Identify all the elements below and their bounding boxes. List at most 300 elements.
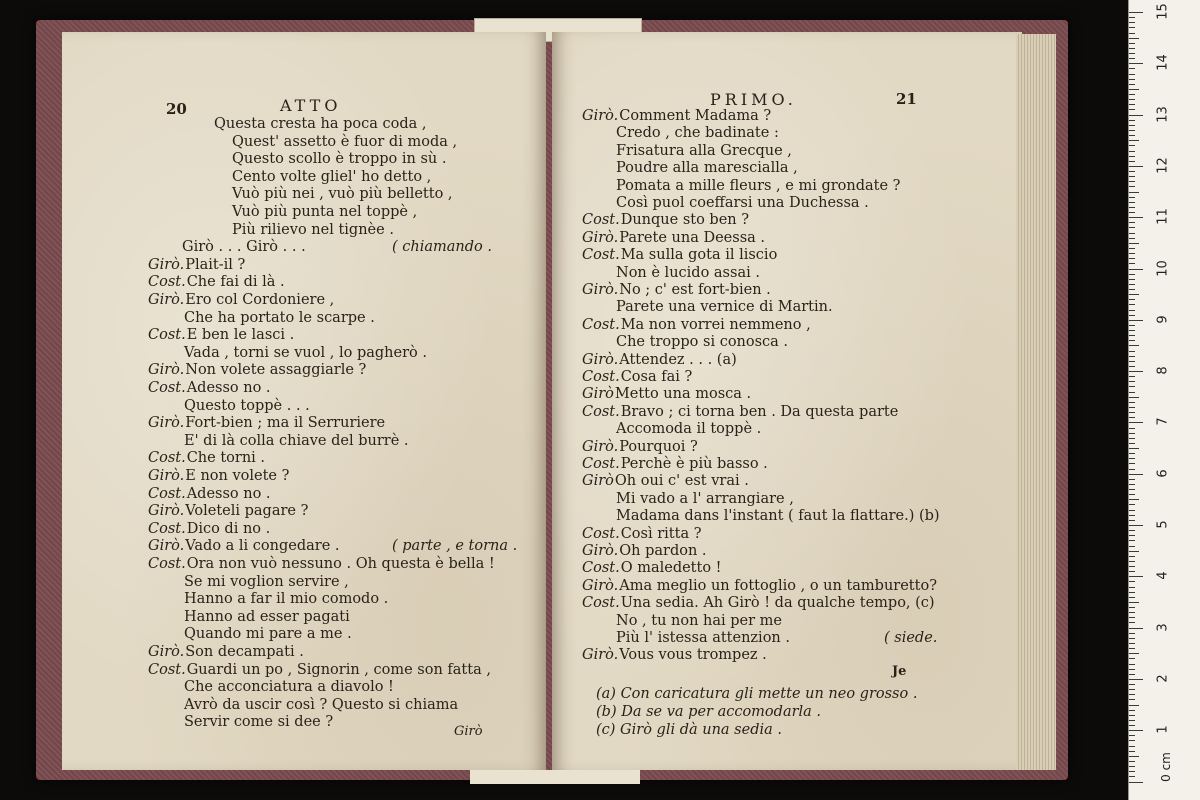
right-page — [552, 32, 1022, 770]
ruler-tick — [1129, 607, 1135, 608]
text-line — [582, 212, 749, 229]
ruler-number: 14 — [1155, 54, 1171, 72]
ruler-tick — [1129, 776, 1135, 777]
line-text: E ben le lasci . — [186, 327, 295, 344]
text-line — [582, 108, 771, 125]
line-text: Hanno ad esser pagati — [184, 608, 350, 625]
ruler-tick — [1129, 192, 1139, 193]
ruler-tick — [1129, 587, 1135, 588]
text-line — [148, 292, 334, 309]
ruler-tick — [1129, 361, 1135, 362]
speaker-label: Cost. — [148, 274, 186, 291]
text-line — [616, 299, 833, 316]
speaker-label: Girò. — [582, 229, 619, 246]
footnote: (c) Girò gli dà una sedia . — [596, 722, 782, 738]
text-line — [184, 398, 310, 415]
ruler-tick — [1129, 330, 1135, 331]
ruler-tick — [1129, 212, 1135, 213]
ruler-tick — [1129, 412, 1135, 413]
ruler-tick — [1129, 33, 1135, 34]
line-text: Questo toppè . . . — [184, 397, 310, 414]
ruler-number: 12 — [1155, 157, 1171, 174]
ruler-tick — [1129, 104, 1135, 105]
left-running-head: ATTO — [280, 96, 342, 115]
line-text: Quando mi pare a me . — [184, 626, 352, 643]
ruler-tick — [1129, 679, 1143, 680]
line-text: Vuò più punta nel toppè , — [232, 204, 418, 220]
ruler-tick — [1129, 207, 1135, 208]
ruler-number: 5 — [1155, 520, 1171, 529]
speaker-label: Cost. — [148, 556, 186, 572]
ruler-tick — [1129, 725, 1135, 726]
ruler-tick — [1129, 740, 1135, 741]
right-page-number: 21 — [896, 90, 917, 108]
ruler-tick — [1129, 89, 1139, 90]
stage-direction: ( chiamando . — [392, 239, 492, 256]
line-text: Ma non vorrei nemmeno , — [620, 316, 811, 333]
speaker-label: Girò. — [148, 644, 185, 660]
ruler-tick — [1129, 699, 1135, 700]
ruler-tick — [1129, 243, 1139, 244]
line-text: Poudre alla marescialla , — [616, 160, 798, 177]
line-text: Ora non vuò nessuno . Oh questa è bella ! — [186, 556, 495, 572]
line-text: Frisatura alla Grecque , — [616, 142, 792, 159]
ruler-number: 4 — [1155, 571, 1171, 580]
line-text: Ma sulla gota il liscio — [620, 247, 778, 264]
ruler-tick — [1129, 612, 1135, 613]
text-line — [582, 282, 771, 299]
ruler-tick — [1129, 422, 1143, 423]
text-line — [148, 450, 265, 467]
text-line — [582, 595, 935, 612]
line-text: O maledetto ! — [620, 560, 722, 577]
ruler-tick — [1129, 417, 1135, 418]
line-text: Oh pardon . — [619, 543, 707, 559]
text-line — [616, 630, 790, 647]
ruler-tick — [1129, 433, 1135, 434]
ruler-tick — [1129, 597, 1135, 598]
line-text: Vada , torni se vuol , lo pagherò . — [184, 344, 427, 361]
ruler-tick — [1129, 469, 1135, 470]
speaker-label: Girò. — [148, 415, 185, 432]
line-text: Accomoda il toppè . — [616, 421, 762, 438]
ruler-tick — [1129, 705, 1139, 706]
ruler-tick — [1129, 320, 1143, 321]
ruler-tick — [1129, 109, 1135, 110]
ruler-tick — [1129, 38, 1139, 39]
speaker-label: Cost. — [582, 369, 620, 385]
line-text: Se mi voglion servire , — [184, 573, 349, 590]
line-text: Che torni . — [186, 450, 266, 467]
speaker-label: Cost. — [582, 595, 620, 612]
ruler-tick — [1129, 638, 1135, 639]
text-line — [582, 404, 898, 421]
ruler-tick — [1129, 135, 1135, 136]
ruler-tick — [1129, 546, 1135, 547]
ruler-tick — [1129, 366, 1135, 367]
ruler-number: 7 — [1155, 417, 1171, 427]
ruler-tick — [1129, 99, 1135, 100]
ruler-tick — [1129, 710, 1135, 711]
ruler-tick — [1129, 27, 1135, 28]
ruler-tick — [1129, 515, 1135, 516]
ruler-tick — [1129, 510, 1135, 511]
line-text: No ; c' est fort-bien . — [619, 282, 771, 298]
ruler-tick — [1129, 658, 1135, 659]
speaker-label: Cost. — [148, 661, 186, 678]
line-text: Bravo ; ci torna ben . Da questa parte — [620, 403, 899, 420]
ruler-tick — [1129, 730, 1143, 731]
ruler-tick — [1129, 84, 1135, 85]
ruler-tick — [1129, 766, 1135, 767]
ruler-tick — [1129, 68, 1135, 69]
text-line — [148, 662, 491, 679]
speaker-label: Cost. — [582, 456, 620, 472]
text-line — [148, 327, 294, 344]
text-line — [616, 125, 779, 142]
line-text: Parete una vernice di Martin. — [616, 299, 833, 316]
ruler-tick — [1129, 484, 1135, 485]
ruler-tick — [1129, 448, 1139, 449]
speaker-label: Girò. — [582, 577, 619, 594]
ruler-tick — [1129, 345, 1139, 346]
speaker-label: Girò. — [582, 543, 619, 559]
ruler-number: 3 — [1155, 622, 1171, 632]
line-text: Hanno a far il mio comodo . — [184, 591, 389, 608]
line-text: Non è lucido assai . — [616, 264, 760, 281]
ruler-tick — [1129, 289, 1135, 290]
line-text: Una sedia. Ah Girò ! da qualche tempo, (c) — [620, 595, 935, 612]
stage-direction: ( siede. — [884, 630, 938, 646]
text-line — [184, 609, 350, 626]
ruler-tick — [1129, 633, 1135, 634]
text-line — [616, 421, 761, 438]
ruler-tick — [1129, 504, 1135, 505]
text-line — [582, 230, 765, 247]
ruler-tick — [1129, 53, 1135, 54]
line-text: Attendez . . . (a) — [619, 351, 737, 368]
line-text: Cosa fai ? — [620, 369, 693, 385]
ruler-tick — [1129, 222, 1135, 223]
ruler-tick — [1129, 458, 1135, 459]
ruler-tick — [1129, 592, 1135, 593]
ruler-tick — [1129, 494, 1135, 495]
text-line — [148, 468, 289, 485]
ruler-tick — [1129, 453, 1135, 454]
ruler-tick — [1129, 771, 1135, 772]
line-text: Metto una mosca . — [614, 386, 752, 403]
ruler-tick — [1129, 428, 1135, 429]
text-line — [232, 151, 446, 168]
ruler-tick — [1129, 202, 1135, 203]
ruler-tick — [1129, 479, 1135, 480]
speaker-label: Girò. — [582, 282, 619, 298]
ruler-tick — [1129, 761, 1135, 762]
ruler-tick — [1129, 43, 1135, 44]
text-line — [184, 574, 349, 591]
speaker-label: Cost. — [148, 520, 186, 537]
line-text: Comment Madama ? — [619, 108, 772, 124]
text-line — [214, 116, 426, 133]
ruler-tick — [1129, 161, 1135, 162]
ruler-tick — [1129, 386, 1135, 387]
ruler-tick — [1129, 253, 1135, 254]
line-text: Oh oui c' est vrai . — [614, 473, 749, 490]
text-line — [148, 257, 245, 274]
ruler-tick — [1129, 566, 1135, 567]
line-text: Vado a li congedare . — [185, 538, 340, 555]
text-line — [582, 560, 722, 577]
ruler-tick — [1129, 22, 1135, 23]
line-text: Così puol coeffarsi una Duchessa . — [616, 195, 869, 211]
ruler-tick — [1129, 125, 1135, 126]
ruler-tick — [1129, 653, 1139, 654]
ruler-tick — [1129, 166, 1143, 167]
ruler-tick — [1129, 617, 1135, 618]
ruler-tick — [1129, 376, 1135, 377]
speaker-label: Cost. — [148, 485, 186, 502]
speaker-label: Girò. — [148, 292, 185, 308]
text-line — [616, 491, 794, 508]
ruler-number: 8 — [1155, 366, 1171, 375]
ruler-tick — [1129, 310, 1135, 311]
ruler-tick — [1129, 238, 1135, 239]
line-text: Così ritta ? — [620, 525, 702, 542]
left-catchword: Girò — [454, 724, 483, 739]
text-line — [582, 543, 707, 560]
line-text: Questo scollo è troppo in sù . — [232, 151, 447, 168]
speaker-label: Girò. — [582, 647, 619, 664]
text-line — [232, 222, 394, 239]
ruler-tick — [1129, 156, 1135, 157]
ruler-tick — [1129, 581, 1135, 582]
ruler-number: 2 — [1155, 674, 1171, 683]
measuring-ruler — [1128, 0, 1200, 800]
ruler-tick — [1129, 58, 1135, 59]
text-line — [148, 362, 366, 379]
text-line — [616, 334, 788, 351]
ruler-tick — [1129, 735, 1135, 736]
ruler-tick — [1129, 12, 1143, 13]
line-text: Ama meglio un fottoglio , o un tamburetto? — [619, 577, 937, 594]
text-line — [616, 195, 869, 212]
text-line — [148, 380, 271, 397]
ruler-tick — [1129, 351, 1135, 352]
ruler-tick — [1129, 248, 1135, 249]
ruler-tick — [1129, 294, 1139, 295]
line-text: Pourquoi ? — [619, 438, 698, 455]
ruler-number: 11 — [1155, 208, 1171, 225]
ruler-tick — [1129, 94, 1135, 95]
speaker-label: Girò. — [148, 362, 185, 379]
line-text: No , tu non hai per me — [616, 612, 782, 629]
text-line — [616, 143, 792, 160]
ruler-tick — [1129, 669, 1135, 670]
ruler-tick — [1129, 258, 1135, 259]
left-page-number: 20 — [166, 100, 187, 118]
ruler-tick — [1129, 402, 1135, 403]
page-fore-edge — [1016, 34, 1056, 770]
line-text: Vous vous trompez . — [619, 647, 767, 664]
text-line — [616, 613, 782, 630]
line-text: E' di là colla chiave del burrè . — [184, 432, 409, 449]
ruler-number: 13 — [1155, 105, 1171, 123]
ruler-tick — [1129, 397, 1139, 398]
text-line — [582, 473, 749, 490]
line-text: Girò . . . Girò . . . — [182, 239, 306, 256]
speaker-label: Girò — [582, 473, 614, 490]
ruler-tick — [1129, 371, 1143, 372]
speaker-label: Girò. — [148, 503, 185, 520]
ruler-tick — [1129, 392, 1135, 393]
line-text: Fort-bien ; ma il Serruriere — [185, 415, 386, 432]
line-text: Son decampati . — [185, 644, 304, 660]
ruler-tick — [1129, 674, 1135, 675]
ruler-tick — [1129, 551, 1139, 552]
line-text: Dico di no . — [186, 520, 271, 537]
line-text: Mi vado a l' arrangiare , — [616, 490, 794, 507]
text-line — [582, 352, 737, 369]
ruler-tick — [1129, 756, 1139, 757]
ruler-tick — [1129, 576, 1143, 577]
text-line — [616, 508, 940, 525]
ruler-tick — [1129, 643, 1135, 644]
ruler-tick — [1129, 602, 1139, 603]
ruler-tick — [1129, 648, 1135, 649]
text-line — [184, 714, 333, 731]
ruler-tick — [1129, 186, 1135, 187]
ruler-tick — [1129, 79, 1135, 80]
line-text: Che troppo si conosca . — [616, 334, 789, 351]
text-line — [184, 345, 427, 362]
ruler-tick — [1129, 530, 1135, 531]
ruler-tick — [1129, 438, 1135, 439]
ruler-tick — [1129, 381, 1135, 382]
right-running-head: PRIMO. — [710, 90, 797, 109]
ruler-number: 6 — [1155, 469, 1171, 478]
text-line — [184, 310, 375, 327]
ruler-tick — [1129, 279, 1135, 280]
text-line — [148, 538, 340, 555]
line-text: Pomata a mille fleurs , e mi grondate ? — [616, 177, 901, 194]
text-line — [148, 486, 271, 503]
ruler-tick — [1129, 407, 1135, 408]
text-line — [582, 369, 692, 386]
ruler-tick — [1129, 171, 1135, 172]
right-catchword: Je — [892, 664, 907, 679]
ruler-number: 1 — [1155, 725, 1171, 734]
speaker-label: Girò. — [582, 108, 619, 124]
line-text: Dunque sto ben ? — [620, 212, 750, 229]
ruler-tick — [1129, 217, 1143, 218]
ruler-tick — [1129, 340, 1135, 341]
text-line — [148, 503, 308, 520]
ruler-tick — [1129, 628, 1143, 629]
speaker-label: Cost. — [582, 560, 620, 577]
ruler-tick — [1129, 561, 1135, 562]
text-line — [184, 697, 458, 714]
stage-direction: ( parte , e torna . — [392, 538, 518, 555]
speaker-label: Cost. — [582, 212, 620, 229]
ruler-tick — [1129, 689, 1135, 690]
ruler-tick — [1129, 115, 1143, 116]
text-line — [616, 160, 798, 177]
ruler-tick — [1129, 571, 1135, 572]
text-line — [616, 178, 900, 195]
ruler-tick — [1129, 181, 1135, 182]
ruler-tick — [1129, 263, 1135, 264]
ruler-number: 10 — [1155, 259, 1171, 277]
speaker-label: Cost. — [582, 525, 620, 542]
ruler-tick — [1129, 694, 1135, 695]
ruler-tick — [1129, 74, 1135, 75]
ruler-number: 9 — [1155, 315, 1171, 324]
ruler-tick — [1129, 299, 1135, 300]
ruler-tick — [1129, 751, 1135, 752]
ruler-tick — [1129, 720, 1135, 721]
ruler-tick — [1129, 520, 1135, 521]
ruler-tick — [1129, 684, 1135, 685]
text-line — [148, 556, 495, 573]
line-text: Perchè è più basso . — [620, 456, 768, 472]
bottom-paper-strip — [470, 770, 640, 784]
text-line — [582, 317, 811, 334]
ruler-tick — [1129, 622, 1135, 623]
speaker-label: Cost. — [148, 327, 186, 344]
line-text: Plait-il ? — [185, 256, 246, 273]
line-text: Che fai di là . — [186, 274, 285, 291]
text-line — [182, 239, 306, 256]
ruler-tick — [1129, 17, 1135, 18]
ruler-tick — [1129, 274, 1135, 275]
text-line — [148, 415, 385, 432]
text-line — [184, 626, 352, 643]
ruler-tick — [1129, 443, 1135, 444]
ruler-number: 15 — [1155, 3, 1171, 20]
ruler-tick — [1129, 325, 1135, 326]
ruler-tick — [1129, 499, 1139, 500]
ruler-tick — [1129, 556, 1135, 557]
line-text: Parete una Deessa . — [619, 229, 765, 246]
ruler-tick — [1129, 664, 1135, 665]
ruler-tick — [1129, 120, 1135, 121]
speaker-label: Girò. — [582, 351, 619, 368]
text-line — [148, 274, 285, 291]
speaker-label: Cost. — [148, 380, 186, 396]
line-text: Più l' istessa attenzion . — [616, 630, 790, 646]
text-line — [184, 679, 394, 696]
line-text: Servir come si dee ? — [184, 714, 334, 731]
ruler-tick — [1129, 535, 1135, 536]
ruler-tick — [1129, 715, 1135, 716]
ruler-tick — [1129, 525, 1143, 526]
line-text: E non volete ? — [185, 468, 290, 484]
left-page — [62, 32, 546, 770]
text-line — [616, 265, 760, 282]
text-line — [148, 644, 304, 661]
speaker-label: Girò. — [148, 256, 185, 273]
text-line — [232, 204, 417, 221]
text-line — [582, 439, 698, 456]
line-text: Voleteli pagare ? — [185, 503, 309, 520]
text-line — [582, 456, 768, 473]
ruler-tick — [1129, 315, 1135, 316]
speaker-label: Cost. — [148, 450, 186, 467]
ruler-tick — [1129, 284, 1135, 285]
ruler-tick — [1129, 176, 1135, 177]
text-line — [582, 578, 937, 595]
line-text: Guardi un po , Signorin , come son fatta , — [186, 661, 491, 678]
